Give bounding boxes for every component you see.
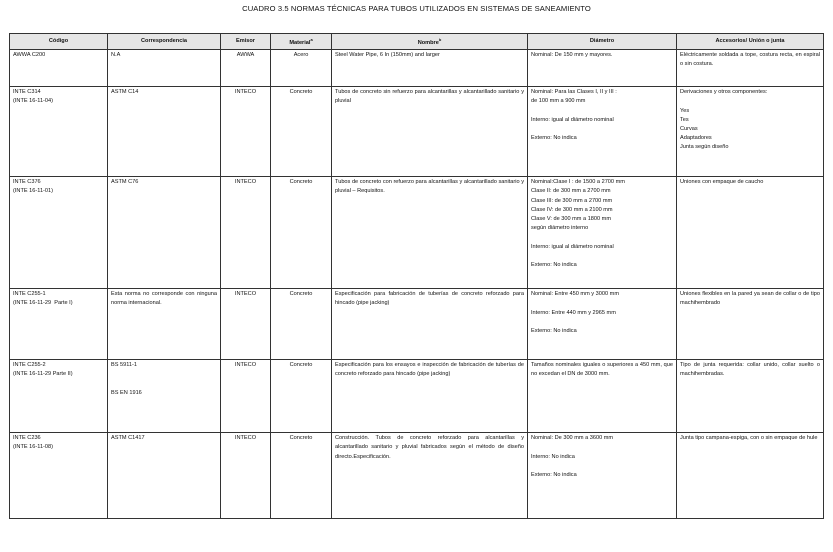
cell-line: Uniones flexibles en la pared ya sean de collar o de tipo machihembrado xyxy=(680,291,822,307)
cell-nombre: Especificación para los ensayos e inspección de fabricación de tuberías de concreto reforzado para hincado (pipe jacking) xyxy=(332,360,528,433)
cell-line: INTE C376 xyxy=(13,179,41,186)
col-header-nombre xyxy=(332,34,528,50)
cell-line: Nominal: Para las Clases I, II y III : xyxy=(531,89,617,96)
cell-correspondencia xyxy=(108,50,221,87)
cell-line: Tipo de junta requerida: collar unido, collar suelto o machihembradas. xyxy=(680,362,822,378)
cell-line: Interno: No indica xyxy=(531,453,575,460)
cell-line: INTE C255-2 xyxy=(13,362,46,369)
cell-codigo xyxy=(10,433,108,519)
cell-line: Eléctricamente soldada a tope, costura recta, en espiral o sin costura. xyxy=(680,52,822,68)
cell-accesorios xyxy=(677,50,824,87)
cell-accesorios xyxy=(677,433,824,519)
table-row xyxy=(10,360,824,433)
nombre-header-label: Nombre xyxy=(417,40,439,46)
cell-correspondencia xyxy=(108,433,221,519)
cell-line: INTE C236 xyxy=(13,435,41,442)
cell-line: Nominal: De 300 mm a 3600 mm xyxy=(531,435,614,442)
cell-line: INTE C255-1 xyxy=(13,291,46,298)
cell-emisor: INTECO xyxy=(221,360,271,433)
cell-line: (INTE 16-11-08) xyxy=(13,444,53,451)
cell-material: Concreto xyxy=(271,289,332,360)
cell-emisor: INTECO xyxy=(221,177,271,289)
cell-nombre: Tubos de concreto sin refuerzo para alcantarillas y alcantarillado sanitario y pluvial xyxy=(332,87,528,177)
cell-line: Esta norma no corresponde con ninguna norma internacional. xyxy=(111,291,219,307)
cell-line xyxy=(531,443,673,452)
cell-line: ASTM C76 xyxy=(111,179,139,186)
cell-line: según diámetro interno xyxy=(531,225,589,232)
cell-correspondencia xyxy=(108,177,221,289)
cell-line: Yes xyxy=(680,107,690,114)
table-row xyxy=(10,87,824,177)
cell-line: Nominal:Clase I : de 1500 a 2700 mm xyxy=(531,179,625,186)
cell-line xyxy=(531,299,673,308)
col-header-accesorios: Accesorios/ Unión o junta xyxy=(677,34,824,50)
cell-line: (INTE 16-11-29 Parte I) xyxy=(13,300,73,307)
cell-line xyxy=(531,107,673,116)
cell-correspondencia xyxy=(108,87,221,177)
cell-line: Clase II: de 300 mm a 2700 mm xyxy=(531,188,611,195)
cell-line xyxy=(680,97,820,106)
cell-accesorios xyxy=(677,360,824,433)
cell-line: INTE C314 xyxy=(13,89,41,96)
cell-line xyxy=(531,252,673,261)
cell-material: Concreto xyxy=(271,360,332,433)
cell-line: Nominal: De 150 mm y mayores. xyxy=(531,52,613,59)
col-header-emisor: Emisor xyxy=(221,34,271,50)
table-title: CUADRO 3.5 NORMAS TÉCNICAS PARA TUBOS UTILIZADOS EN SISTEMAS DE SANEAMIENTO xyxy=(242,4,591,13)
cell-nombre: Construcción. Tubos de concreto reforzado para alcantarillas y alcantarillado sanitario y pluvial fabricados según el método de diseño directo.Especificación. xyxy=(332,433,528,519)
cell-line: ASTM C1417 xyxy=(111,435,145,442)
cell-line: Tes xyxy=(680,116,689,123)
cell-line: Adaptadores xyxy=(680,135,712,142)
cell-codigo xyxy=(10,87,108,177)
material-footnote-mark: a xyxy=(310,37,313,42)
cell-diametro xyxy=(528,433,677,519)
cell-line: de 100 mm a 900 mm xyxy=(531,98,586,105)
cell-line: Curvas xyxy=(680,126,698,133)
cell-line: N.A xyxy=(111,52,121,59)
cell-emisor: INTECO xyxy=(221,289,271,360)
cell-line: Junta según diseño xyxy=(680,144,729,151)
table-row xyxy=(10,177,824,289)
cell-material: Acero xyxy=(271,50,332,87)
cell-codigo xyxy=(10,50,108,87)
col-header-material xyxy=(271,34,332,50)
cell-line: Externo: No indica xyxy=(531,135,577,142)
cell-line xyxy=(531,318,673,327)
cell-diametro xyxy=(528,177,677,289)
cell-nombre: Tubos de concreto con refuerzo para alcantarillas y alcantarillado sanitario y pluvial – Requisitos. xyxy=(332,177,528,289)
cell-line: Externo: No indica xyxy=(531,472,577,479)
col-header-correspondencia: Correspondencia xyxy=(108,34,221,50)
cell-diametro xyxy=(528,87,677,177)
cell-emisor: INTECO xyxy=(221,87,271,177)
cell-line xyxy=(531,462,673,471)
cell-material: Concreto xyxy=(271,177,332,289)
col-header-diametro: Diámetro xyxy=(528,34,677,50)
cell-line: (INTE 16-11-04) xyxy=(13,98,53,105)
table-row xyxy=(10,50,824,87)
cell-line: Clase III: de 300 mm a 2700 mm xyxy=(531,197,613,204)
material-header-label: Material xyxy=(289,40,311,46)
cell-material: Concreto xyxy=(271,433,332,519)
cell-emisor: AWWA xyxy=(221,50,271,87)
cell-line xyxy=(531,233,673,242)
cell-line: Junta tipo campana-espiga, con o sin empaque de hule xyxy=(680,435,818,442)
col-header-codigo: Código xyxy=(10,34,108,50)
cell-line: Externo: No indica xyxy=(531,262,577,269)
cell-line: Nominal: Entre 450 mm y 3000 mm xyxy=(531,291,619,298)
cell-codigo xyxy=(10,177,108,289)
cell-emisor: INTECO xyxy=(221,433,271,519)
cell-diametro xyxy=(528,289,677,360)
table-row xyxy=(10,289,824,360)
cell-correspondencia xyxy=(108,289,221,360)
cell-line: Derivaciones y otros componentes: xyxy=(680,89,768,96)
standards-table xyxy=(9,33,824,519)
cell-line: Interno: igual al diámetro nominal xyxy=(531,243,614,250)
cell-line: Interno: Entre 440 mm y 2965 mm xyxy=(531,309,616,316)
cell-line: (INTE 16-11-01) xyxy=(13,188,53,195)
cell-line: Interno: igual al diámetro nominal xyxy=(531,116,614,123)
cell-line xyxy=(111,380,217,389)
table-row xyxy=(10,433,824,519)
cell-line: (INTE 16-11-29 Parte II) xyxy=(13,371,73,378)
cell-accesorios xyxy=(677,177,824,289)
cell-line: AWWA C200 xyxy=(13,52,46,59)
cell-material: Concreto xyxy=(271,87,332,177)
cell-line: Uniones con empaque de caucho xyxy=(680,179,764,186)
header-row xyxy=(10,34,824,50)
cell-codigo xyxy=(10,360,108,433)
table-body xyxy=(10,50,824,519)
cell-correspondencia xyxy=(108,360,221,433)
cell-line: Tamaños nominales iguales o superiores a 450 mm, que no excedan el DN de 3000 mm. xyxy=(531,362,675,378)
cell-diametro xyxy=(528,360,677,433)
nombre-footnote-mark: b xyxy=(438,37,442,42)
cell-line xyxy=(111,370,217,379)
cell-nombre: Steel Water Pipe, 6 In (150mm) and larger xyxy=(332,50,528,87)
cell-line: Clase IV: de 300 mm a 2100 mm xyxy=(531,206,613,213)
cell-line: Clase V: de 300 mm a 1800 mm xyxy=(531,216,612,223)
cell-line: BS EN 1916 xyxy=(111,389,142,396)
cell-diametro xyxy=(528,50,677,87)
cell-accesorios xyxy=(677,87,824,177)
cell-codigo xyxy=(10,289,108,360)
cell-line xyxy=(531,125,673,134)
cell-line: BS 5911-1 xyxy=(111,362,138,369)
cell-nombre: Especificación para fabricación de tuberías de concreto reforzado para hincado (pipe jacking) xyxy=(332,289,528,360)
cell-line: ASTM C14 xyxy=(111,89,139,96)
cell-accesorios xyxy=(677,289,824,360)
cell-line: Externo: No indica xyxy=(531,328,577,335)
